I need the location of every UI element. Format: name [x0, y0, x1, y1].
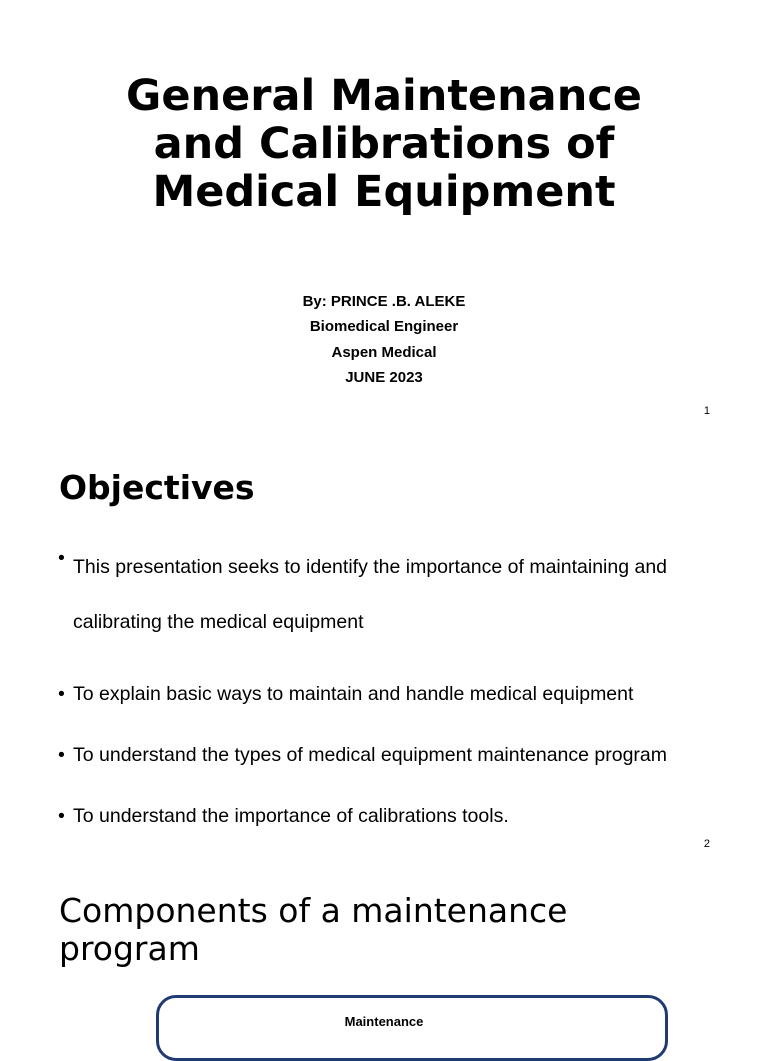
- title-line-3: Medical Equipment: [152, 167, 616, 217]
- list-item-text: To explain basic ways to maintain and handle medical equipment: [73, 683, 634, 705]
- list-item: [58, 737, 718, 773]
- list-item: [58, 540, 718, 650]
- author-role: Biomedical Engineer: [309, 318, 459, 336]
- components-heading-line-1: Components of a maintenance: [59, 891, 568, 930]
- title-line-1: General Maintenance: [126, 71, 642, 121]
- slide-1: [0, 0, 768, 432]
- presentation-date: JUNE 2023: [345, 368, 423, 386]
- slide-3: [0, 864, 768, 1029]
- components-heading: [59, 892, 567, 968]
- slide-number: 1: [703, 405, 710, 417]
- bullet-icon: •: [58, 683, 65, 705]
- bullet-icon: •: [58, 744, 65, 766]
- components-heading-line-2: program: [59, 929, 200, 968]
- author-block: [0, 289, 768, 390]
- author-organization: Aspen Medical: [331, 343, 437, 361]
- bullet-icon: •: [58, 805, 65, 827]
- list-item: [58, 798, 718, 834]
- list-item-text: To understand the types of medical equipment maintenance program: [73, 744, 668, 766]
- objectives-heading: Objectives: [59, 468, 255, 507]
- presentation-title: [0, 72, 768, 216]
- list-item: [58, 676, 718, 712]
- objectives-list: [58, 549, 718, 834]
- author-name: By: PRINCE .B. ALEKE: [302, 293, 466, 310]
- list-item-text: This presentation seeks to identify the importance of maintaining and calibrating the medical equipment: [73, 556, 668, 633]
- diagram-label: Maintenance: [344, 1014, 424, 1029]
- bullet-icon: •: [58, 547, 65, 569]
- title-line-2: and Calibrations of: [153, 119, 615, 169]
- slide-2: [0, 432, 768, 864]
- list-item-text: To understand the importance of calibrations tools.: [73, 805, 509, 827]
- slide-number: 2: [703, 838, 710, 850]
